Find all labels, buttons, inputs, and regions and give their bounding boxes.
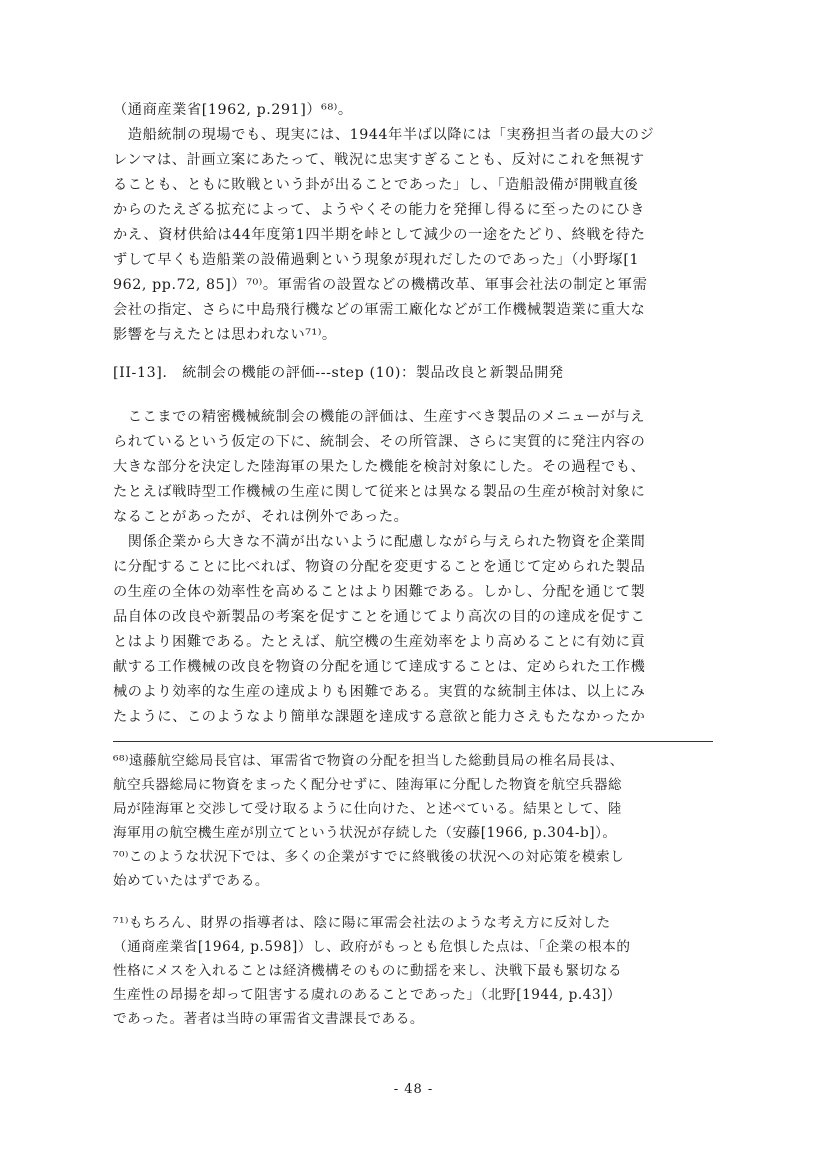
section-line: に分配することに比べれば、物資の分配を変更することを通じて定められた製品	[113, 559, 646, 575]
footnote-line: 局が陸海軍と交渉して受け取るように仕向けた、と述べている。結果として、陸	[113, 801, 622, 817]
body-line: かえ、資材供給は44年度第1四半期を峠として減少の一途をたどり、終戦を待た	[113, 227, 646, 243]
body-line: ずして早くも造船業の設備過剰という現象が現れだしたのであった」（小野塚[1	[113, 252, 640, 268]
body-line: 影響を与えたとは思われない⁷¹⁾。	[113, 327, 337, 343]
body-line: レンマは、計画立案にあたって、戦況に忠実すぎることも、反対にこれを無視す	[113, 152, 645, 168]
footnote-line: （通商産業省[1964, p.598]）し、政府がもっとも危惧した点は、「企業の根本的	[113, 939, 631, 955]
footnote-line: ⁷¹⁾もちろん、財界の指導者は、陰に陽に軍需会社法のような考え方に反対した	[113, 915, 611, 931]
footnote-line: ⁶⁸⁾遠藤航空総局長官は、軍需省で物資の分配を担当した総動員局の椎名局長は、	[113, 753, 624, 769]
section-line: 献する工作機械の改良を物資の分配を通じて達成することは、定められた工作機	[113, 659, 646, 675]
footnote-line: 生産性の昂揚を却って阻害する虞れのあることであった」（北野[1944, p.43]）	[113, 987, 622, 1003]
section-line: とはより困難である。たとえば、航空機の生産効率をより高めることに有効に貢	[113, 634, 646, 650]
footnote-line: 性格にメスを入れることは経済機構そのものに動揺を来し、決戦下最も緊切なる	[113, 963, 623, 979]
page-number: - 48 -	[393, 1082, 434, 1097]
footnote-line: 航空兵器総局に物資をまったく配分せずに、陸海軍に分配した物資を航空兵器総	[113, 777, 623, 793]
body-line: 会社の指定、さらに中島飛行機などの軍需工廠化などが工作機械製造業に重大な	[113, 302, 646, 318]
body-line: からのたえざる拡充によって、ようやくその能力を発揮し得るに至ったのにひき	[113, 202, 646, 218]
section-line: の生産の全体の効率性を高めることはより困難である。しかし、分配を通じて製	[113, 584, 646, 600]
section-line: 械のより効率的な生産の達成よりも困難である。実質的な統制主体は、以上にみ	[113, 684, 646, 700]
section-line: 大きな部分を決定した陸海軍の果たした機能を検討対象にした。その過程でも、	[113, 459, 646, 475]
footnote-line: 海軍用の航空機生産が別立てという状況が存続した（安藤[1966, p.304-b]）。	[113, 825, 617, 841]
section-line: たとえば戦時型工作機械の生産に関して従来とは異なる製品の生産が検討対象に	[113, 484, 646, 500]
section-line: られているという仮定の下に、統制会、その所管課、さらに実質的に発注内容の	[113, 434, 646, 450]
section-line: たように、このようなより簡単な課題を達成する意欲と能力さえもたなかったか	[113, 709, 646, 725]
footnote-line: ⁷⁰⁾このような状況下では、多くの企業がすでに終戦後の状況への対応策を模索し	[113, 849, 625, 865]
section-line: 品自体の改良や新製品の考案を促すことを通じてより高次の目的の達成を促すこ	[113, 609, 646, 625]
footnote-separator	[113, 741, 713, 742]
body-line: ることも、ともに敗戦という卦が出ることであった」し、「造船設備が開戦直後	[113, 177, 639, 193]
section-line: 関係企業から大きな不満が出ないように配慮しながら与えられた物資を企業間	[113, 534, 646, 550]
body-line: 造船統制の現場でも、現実には、1944年半ば以降には「実務担当者の最大のジ	[113, 127, 655, 143]
body-line: （通商産業省[1962, p.291]）⁶⁸⁾。	[113, 102, 353, 118]
footnote-line: であった。著者は当時の軍需省文書課長である。	[113, 1011, 425, 1027]
section-line: なることがあったが、それは例外であった。	[113, 509, 409, 525]
section-heading: [II-13]. 統制会の機能の評価---step (10)：製品改良と新製品開発	[113, 365, 564, 381]
footnote-line: 始めていたはずである。	[113, 873, 269, 889]
body-line: 962, pp.72, 85]）⁷⁰⁾。軍需省の設置などの機構改革、軍事会社法の制定と軍需	[113, 277, 648, 293]
section-line: ここまでの精密機械統制会の機能の評価は、生産すべき製品のメニューが与え	[113, 409, 646, 425]
